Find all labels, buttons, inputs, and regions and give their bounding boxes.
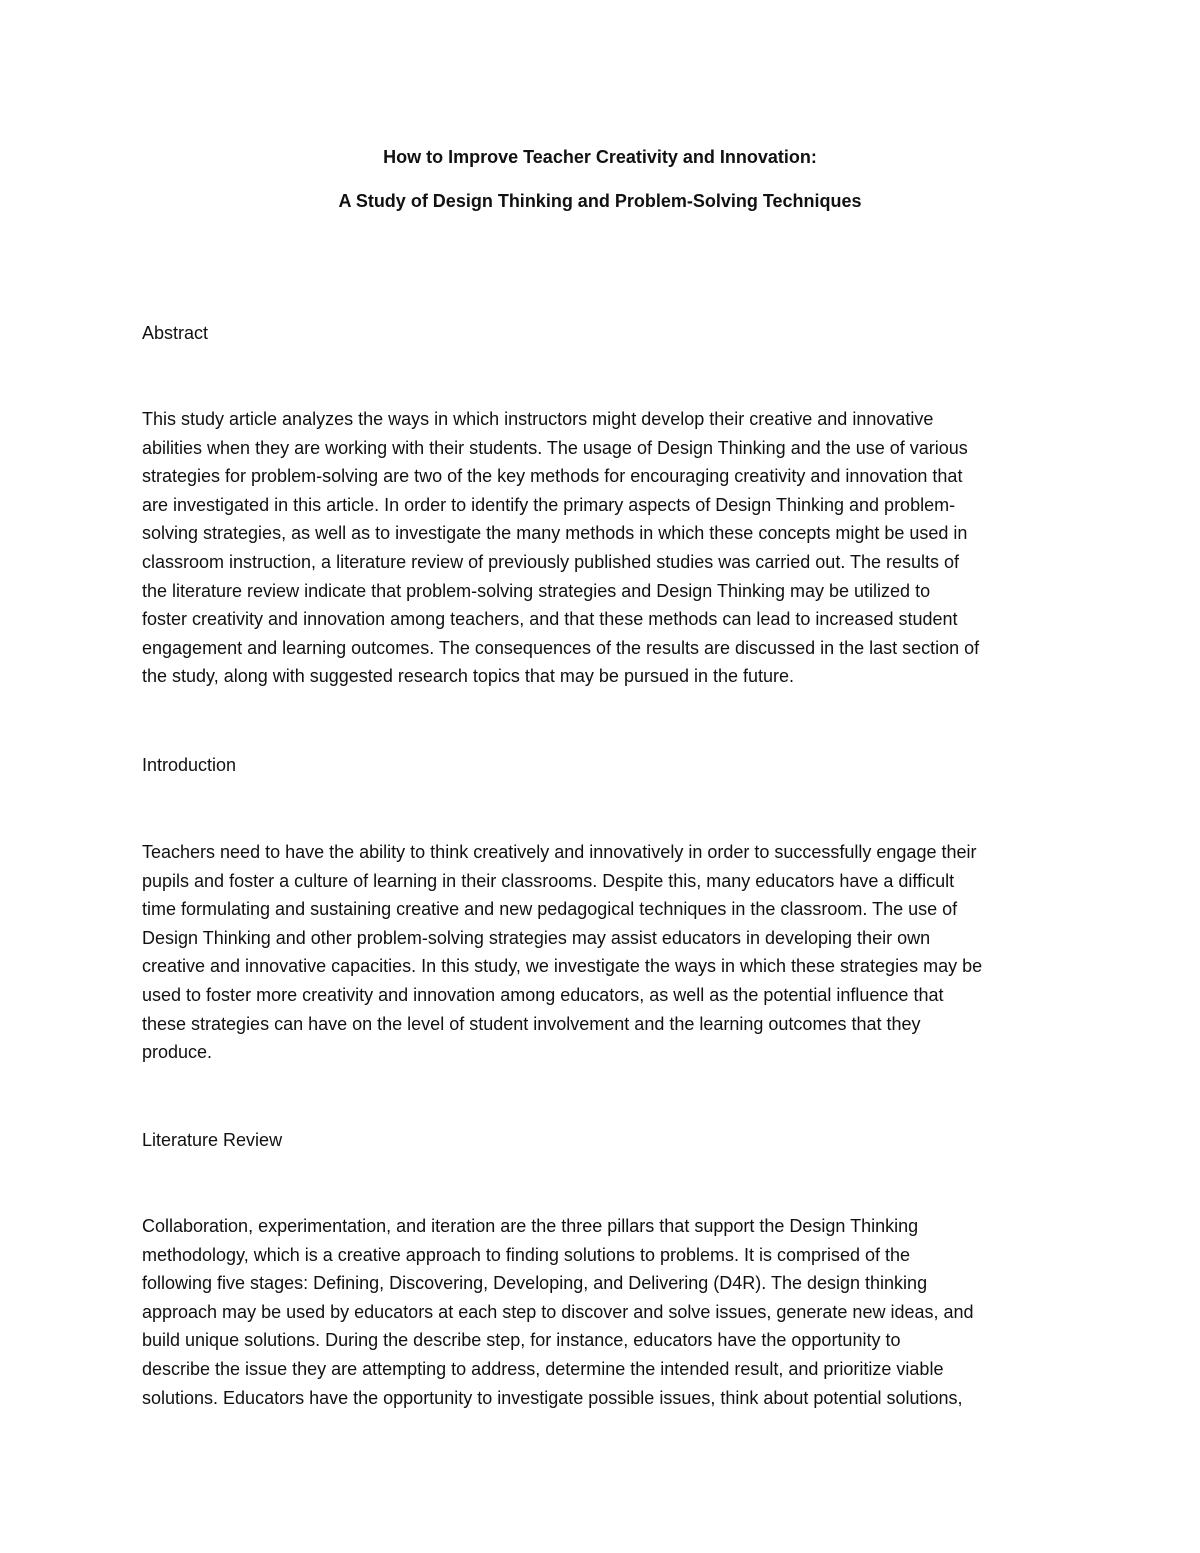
document-title-line-2: A Study of Design Thinking and Problem-Solving Techniques (338, 191, 862, 211)
text-line: creative and innovative capacities. In this study, we investigate the ways in which these strategies may be (142, 956, 983, 977)
text-line: solutions. Educators have the opportunity to investigate possible issues, think about potential solutions, (142, 1387, 963, 1408)
section-body-introduction (142, 838, 1062, 1067)
text-line: abilities when they are working with their students. The usage of Design Thinking and the use of various (142, 437, 968, 458)
text-line: the study, along with suggested research topics that may be pursued in the future. (142, 666, 795, 687)
text-line: solving strategies, as well as to investigate the many methods in which these concepts might be used in (142, 523, 968, 544)
section-heading-literature-review: Literature Review (142, 1130, 283, 1150)
text-line: used to foster more creativity and innovation among educators, as well as the potential influence that (142, 984, 944, 1005)
text-line: build unique solutions. During the describe step, for instance, educators have the opportunity to (142, 1330, 901, 1351)
text-line: methodology, which is a creative approach to finding solutions to problems. It is comprised of the (142, 1244, 911, 1265)
text-line: Collaboration, experimentation, and iteration are the three pillars that support the Design Thinking (142, 1216, 919, 1236)
text-line: these strategies can have on the level of student involvement and the learning outcomes that they (142, 1013, 921, 1034)
text-line: the literature review indicate that problem-solving strategies and Design Thinking may be utilized to (142, 580, 931, 601)
section-heading-introduction: Introduction (142, 755, 237, 775)
text-line: engagement and learning outcomes. The consequences of the results are discussed in the last section of (142, 637, 980, 658)
text-line: Teachers need to have the ability to think creatively and innovatively in order to successfully engage their (142, 842, 977, 862)
text-line: describe the issue they are attempting to address, determine the intended result, and prioritize viable (142, 1358, 944, 1379)
text-line: This study article analyzes the ways in which instructors might develop their creative and innovative (142, 409, 934, 429)
section-body-abstract (142, 405, 1062, 691)
text-line: produce. (142, 1042, 213, 1063)
text-line: Design Thinking and other problem-solving strategies may assist educators in developing their own (142, 927, 931, 948)
text-line: strategies for problem-solving are two of the key methods for encouraging creativity and innovation that (142, 466, 963, 487)
section-body-literature-review (142, 1212, 1062, 1412)
text-line: time formulating and sustaining creative and new pedagogical techniques in the classroom. The use of (142, 899, 958, 920)
text-line: pupils and foster a culture of learning in their classrooms. Despite this, many educators have a difficult (142, 870, 955, 891)
text-line: following five stages: Defining, Discovering, Developing, and Delivering (D4R). The design thinking (142, 1273, 928, 1294)
text-line: classroom instruction, a literature review of previously published studies was carried out. The results of (142, 551, 960, 572)
text-line: foster creativity and innovation among teachers, and that these methods can lead to increased student (142, 609, 958, 630)
text-line: approach may be used by educators at each step to discover and solve issues, generate new ideas, and (142, 1301, 974, 1322)
text-line: are investigated in this article. In order to identify the primary aspects of Design Thinking and problem- (142, 494, 956, 515)
document-title-line-1: How to Improve Teacher Creativity and Innovation: (383, 147, 817, 167)
section-heading-abstract: Abstract (142, 323, 209, 343)
